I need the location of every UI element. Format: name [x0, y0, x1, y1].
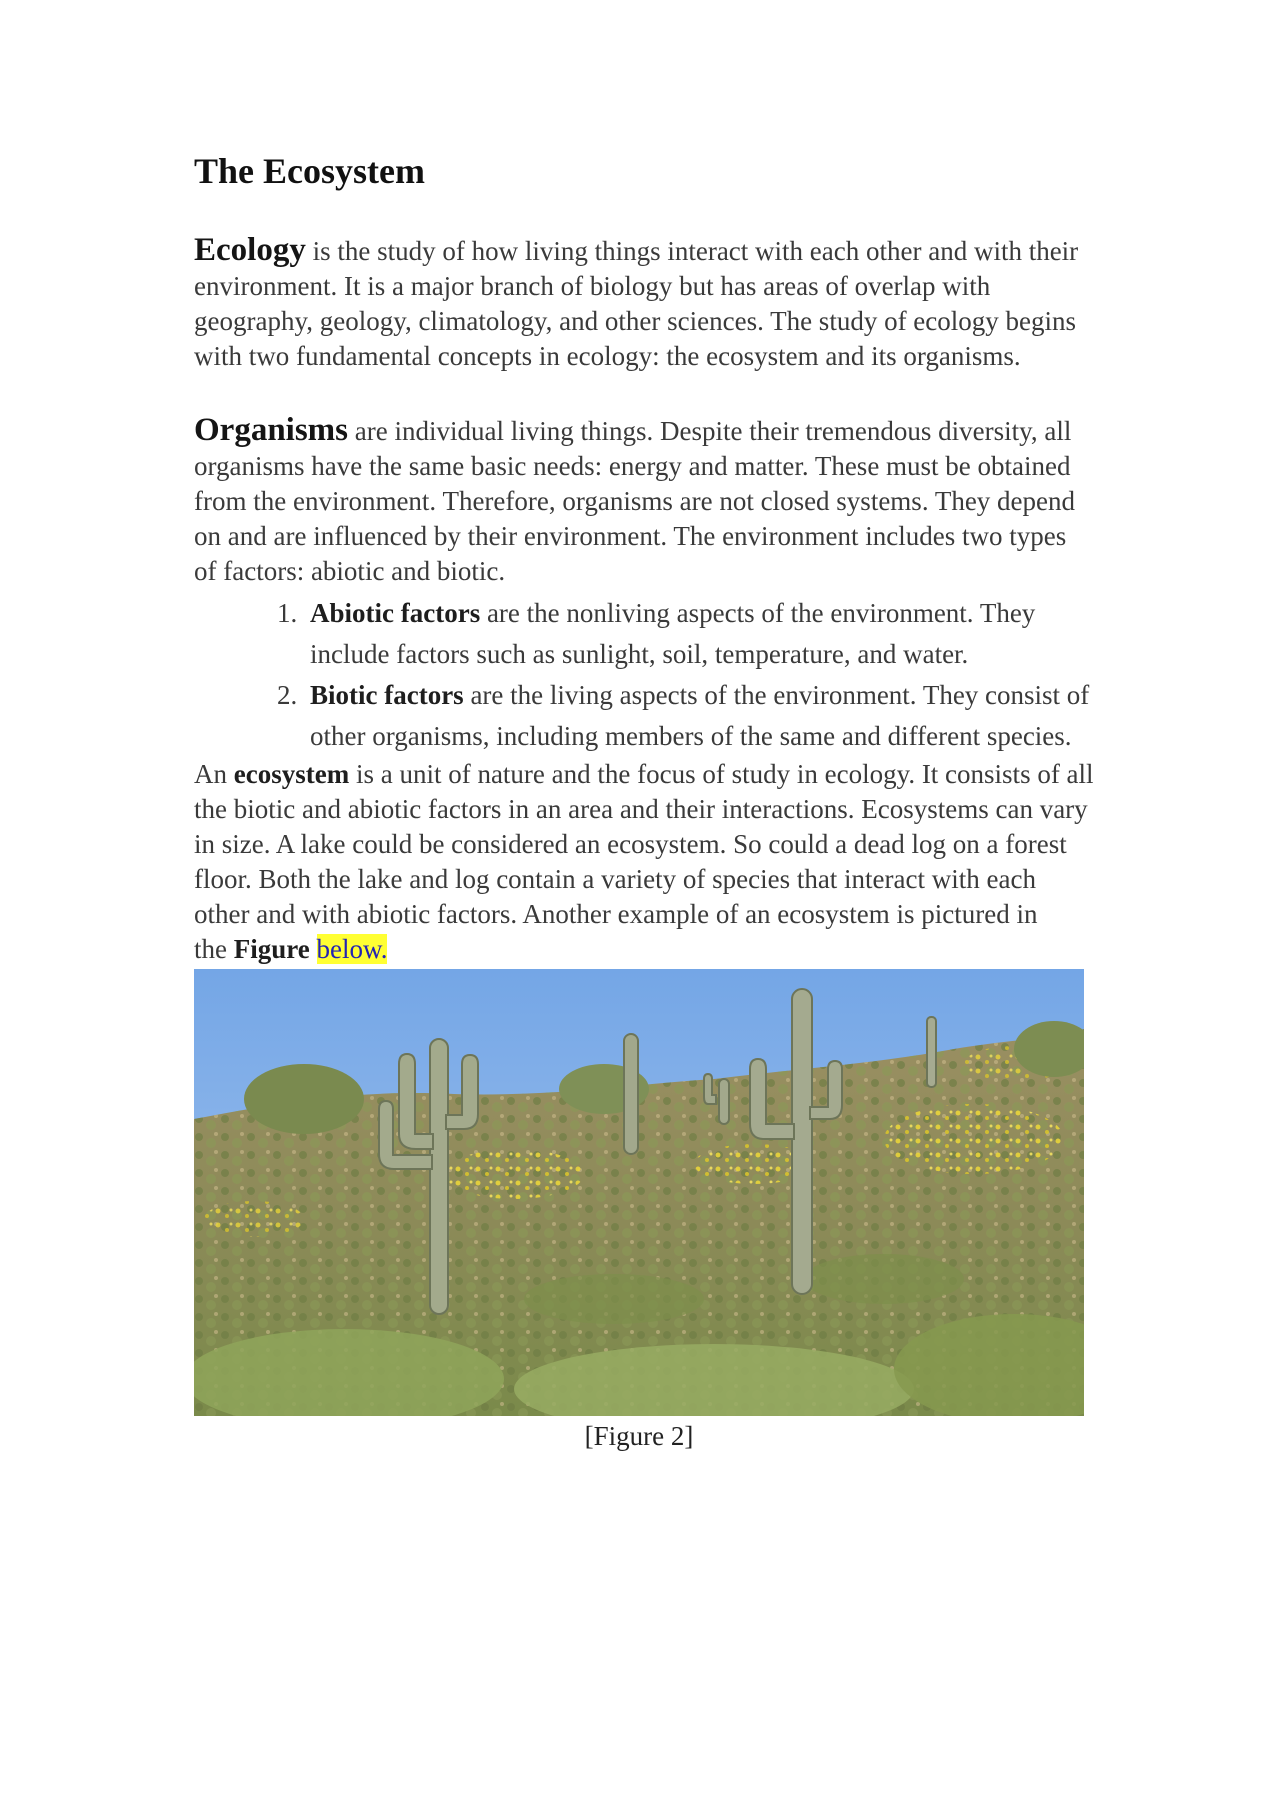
ecosystem-term: ecosystem [233, 759, 350, 790]
ecosystem-the: the [194, 934, 234, 965]
figure-link[interactable]: below. [316, 934, 388, 965]
abiotic-text: are the nonliving aspects of the environment. They include factors such as sunlight, soil, temperature, and water. [310, 598, 1036, 670]
desert-cactus-photo [194, 969, 1084, 1416]
list-item [304, 675, 1094, 757]
ecology-term: Ecology [194, 232, 306, 269]
ecology-paragraph [194, 233, 1094, 374]
page-title: The Ecosystem [194, 151, 425, 191]
organisms-text: are individual living things. Despite their tremendous diversity, all organisms have the same basic needs: energy and matter. These must be obtained from the environment. Therefore, organisms are not closed systems. They depend on and are influenced by their environment. The environment includes two types of factors: abiotic and biotic. [194, 416, 1076, 587]
ecosystem-text: is a unit of nature and the focus of study in ecology. It consists of all the biotic and abiotic factors in an area and their interactions. Ecosystems can vary in size. A lake could be considered an ecosystem. So could a dead log on a forest floor. Both the lake and log contain a variety of species that interact with each other and with abiotic factors. Another example of an ecosystem is pictured in [194, 759, 1094, 930]
ecosystem-paragraph [194, 757, 1094, 967]
biotic-term: Biotic factors [310, 680, 464, 711]
factors-list [194, 593, 1094, 757]
figure-caption: [Figure 2] [584, 1421, 694, 1452]
organisms-paragraph [194, 413, 1094, 589]
organisms-term: Organisms [194, 412, 349, 449]
abiotic-term: Abiotic factors [310, 598, 481, 629]
list-item [304, 593, 1094, 675]
figure-reference: Figure [233, 934, 310, 965]
biotic-text: are the living aspects of the environment. They consist of other organisms, including members of the same and different species. [310, 680, 1090, 752]
ecosystem-prefix: An [194, 759, 234, 790]
ecology-text: is the study of how living things interact with each other and with their environment. It is a major branch of biology but has areas of overlap with geography, geology, climatology, and other sciences. The study of ecology begins with two fundamental concepts in ecology: the ecosystem and its organisms. [194, 236, 1079, 372]
document-page [194, 150, 1094, 1456]
